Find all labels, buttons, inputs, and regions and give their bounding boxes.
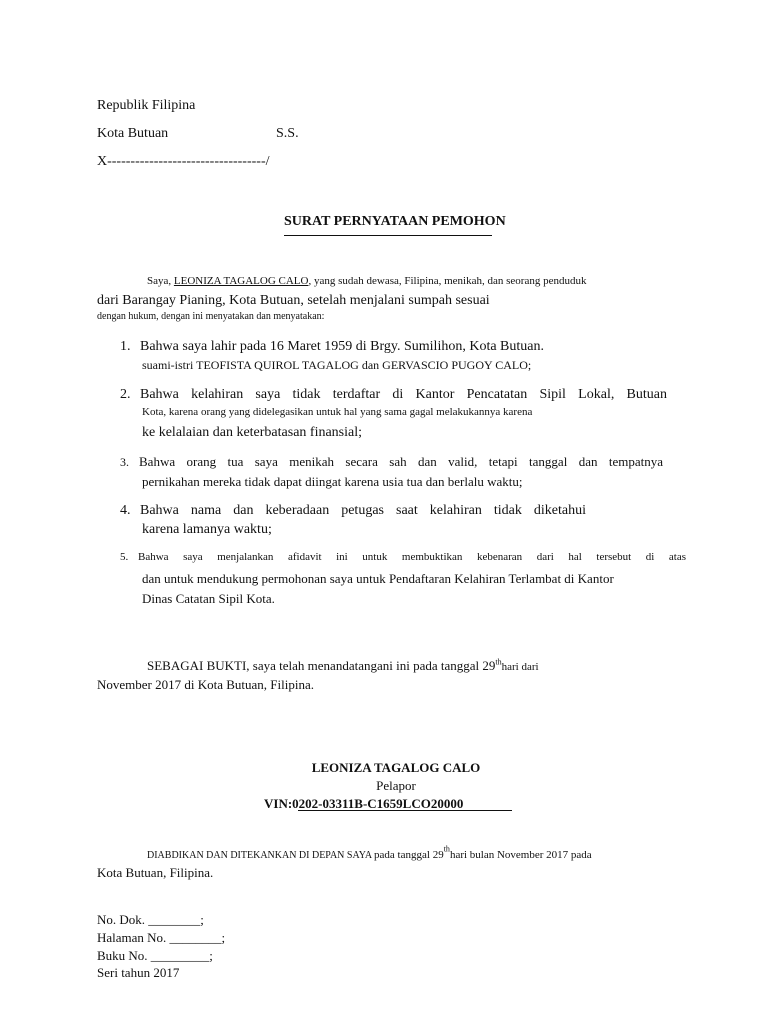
vin-underline	[298, 810, 512, 811]
item-3-line-1: Bahwa orang tua saya menikah secara sah dan valid, tetapi tanggal dan tempatnya	[139, 454, 663, 469]
signatory-vin	[264, 797, 463, 810]
item-2-number: 2.	[120, 387, 131, 402]
witness-line-1	[147, 659, 539, 673]
item-3-number: 3.	[120, 455, 129, 469]
witness-line-2: November 2017 di Kota Butuan, Filipina.	[97, 677, 315, 692]
item-5-line-3: Dinas Catatan Sipil Kota.	[142, 591, 275, 606]
item-5-line-1: Bahwa saya menjalankan afidavit ini untuk membuktikan kebenaran dari hal tersebut di atas	[138, 551, 686, 563]
registry-doc-no: No. Dok. ________;	[97, 912, 204, 927]
notary-suffix: hari bulan November 2017 pada	[449, 849, 592, 861]
title-underline	[284, 235, 492, 236]
notary-line-1	[147, 846, 592, 862]
intro-prefix: Saya,	[147, 275, 174, 287]
item-4-line-2: karena lamanya waktu;	[142, 522, 272, 537]
signatory-name: LEONIZA TAGALOG CALO	[311, 760, 481, 775]
witness-suffix: hari dari	[501, 661, 539, 673]
item-4-line-1: Bahwa nama dan keberadaan petugas saat kelahiran tidak diketahui	[140, 503, 586, 518]
header-city: Kota Butuan	[97, 126, 169, 141]
notary-prefix: DIABDIKAN DAN DITEKANKAN DI DEPAN SAYA	[147, 850, 375, 861]
intro-rest: , yang sudah dewasa, Filipina, menikah, dan seorang penduduk	[308, 275, 587, 287]
item-1-text-1: Bahwa saya lahir pada 16 Maret 1959 di Brgy. Sumilihon, Kota Butuan.	[140, 339, 544, 354]
header-ss: S.S.	[276, 126, 299, 141]
intro-line-1	[147, 276, 586, 287]
item-4-number: 4.	[120, 503, 131, 518]
registry-page-no: Halaman No. ________;	[97, 930, 226, 945]
notary-sup: th	[443, 844, 450, 854]
item-2-line-2: Kota, karena orang yang didelegasikan untuk hal yang sama gagal melakukannya karena	[142, 406, 533, 418]
intro-name: LEONIZA TAGALOG CALO	[173, 275, 309, 287]
signatory-role: Pelapor	[376, 778, 416, 793]
witness-sup: th	[495, 657, 502, 667]
header-country: Republik Filipina	[97, 98, 196, 113]
vin-value: 0202-03311B-C1659LCO20000	[292, 796, 464, 811]
intro-line-3: dengan hukum, dengan ini menyatakan dan menyatakan:	[97, 311, 325, 322]
item-2-line-3: ke kelalaian dan keterbatasan finansial;	[142, 425, 363, 440]
notary-line-2: Kota Butuan, Filipina.	[97, 865, 214, 880]
notary-mid: pada tanggal 29	[374, 849, 444, 861]
registry-book-no: Buku No. _________;	[97, 948, 213, 963]
vin-label: VIN:	[264, 796, 293, 811]
item-5-number: 5.	[120, 551, 129, 563]
witness-prefix: SEBAGAI BUKTI, saya telah menandatangani ini pada tanggal 29	[147, 658, 496, 673]
item-1-number: 1.	[120, 339, 131, 354]
registry-series: Seri tahun 2017	[97, 965, 180, 980]
item-5-line-2: dan untuk mendukung permohonan saya untuk Pendaftaran Kelahiran Terlambat di Kantor	[142, 571, 614, 586]
item-2-line-1: Bahwa kelahiran saya tidak terdaftar di Kantor Pencatatan Sipil Lokal, Butuan	[140, 387, 667, 402]
item-1-line-1	[140, 340, 633, 354]
document-title: SURAT PERNYATAAN PEMOHON	[284, 214, 506, 229]
header-x-line: X----------------------------------/	[97, 154, 270, 169]
item-3-line-2: pernikahan mereka tidak dapat diingat karena usia tua dan berlalu waktu;	[142, 474, 523, 489]
intro-line-2: dari Barangay Pianing, Kota Butuan, setelah menjalani sumpah sesuai	[97, 293, 490, 308]
item-1-line-2: suami-istri TEOFISTA QUIROL TAGALOG dan GERVASCIO PUGOY CALO;	[142, 358, 532, 372]
